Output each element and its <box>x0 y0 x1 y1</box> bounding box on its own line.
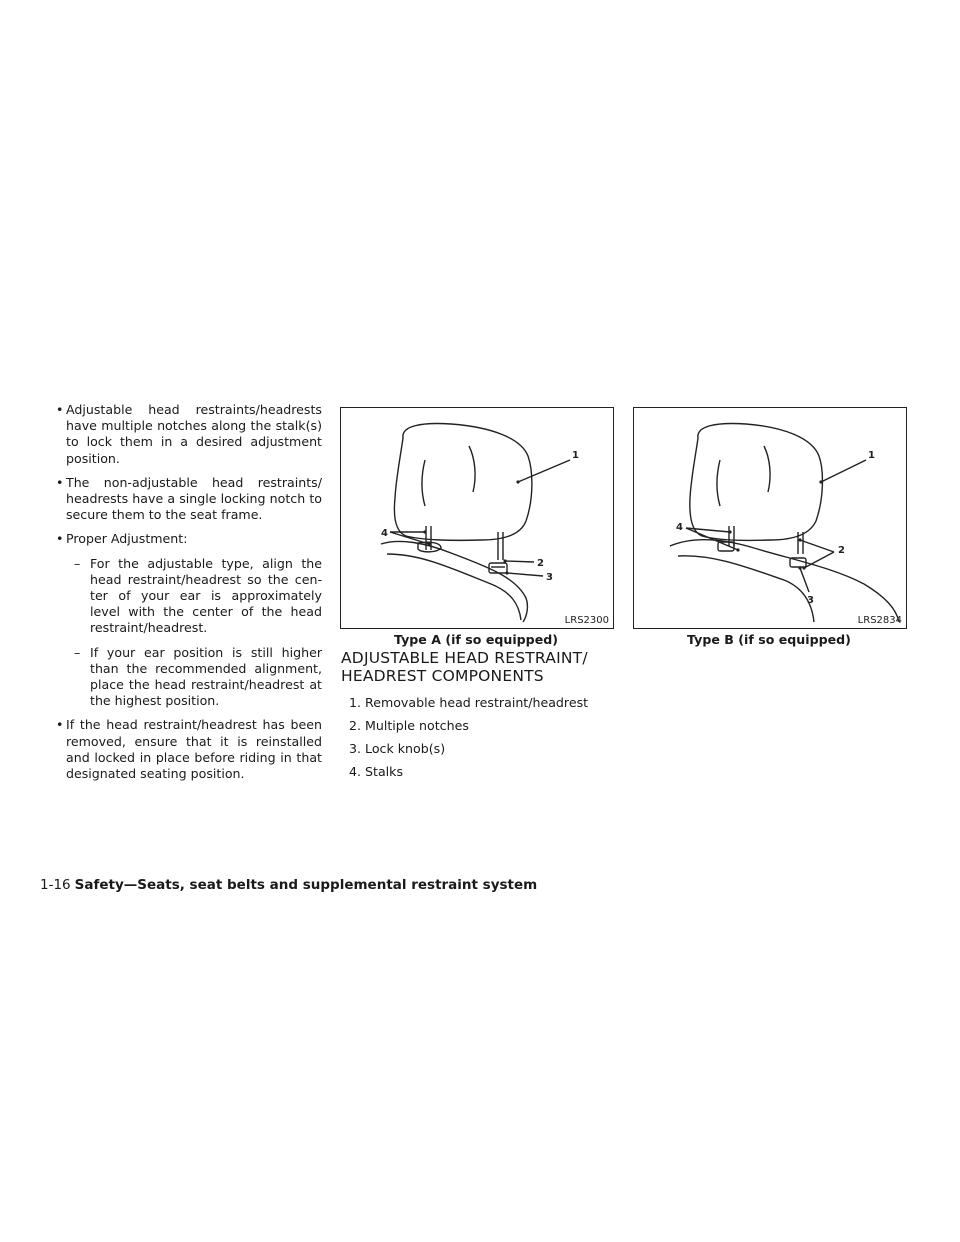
chapter-title: Safety—Seats, seat belts and supplemental restraint system <box>74 877 538 893</box>
left-text-column <box>50 402 322 790</box>
headrest-illustration-a <box>341 408 613 628</box>
sub-bullet-align: – For the adjustable type, align the head restraint/headrest so the cen- ter of your ear is approximately level with the center of the head restraint/headrest. <box>50 556 322 637</box>
figure-code: LRS2300 <box>564 615 609 626</box>
callout-2: 2 <box>838 545 845 556</box>
list-item: 2. Multiple notches <box>349 718 469 733</box>
callout-3: 3 <box>546 572 553 583</box>
section-heading <box>341 649 621 685</box>
bullet-non-adjustable: • The non-adjustable head restraints/ headrests have a single locking notch to secure them to the seat frame. <box>50 475 322 524</box>
bullet-reinstall: • If the head restraint/headrest has been removed, ensure that it is reinstalled and locked in place before riding in that designated seating position. <box>50 717 322 782</box>
figure-type-a <box>340 407 614 629</box>
section-heading-line1: ADJUSTABLE HEAD RESTRAINT/ <box>341 649 588 667</box>
callout-1: 1 <box>868 450 875 461</box>
headrest-illustration-b <box>634 408 906 628</box>
callout-4: 4 <box>676 522 683 533</box>
callout-3: 3 <box>807 595 814 606</box>
section-heading-line2: HEADREST COMPONENTS <box>341 667 544 685</box>
bullet-proper-adjustment: • Proper Adjustment: <box>50 531 322 547</box>
figure-caption-b: Type B (if so equipped) <box>687 632 851 647</box>
page-number: 1-16 <box>40 877 71 893</box>
list-item: 3. Lock knob(s) <box>349 741 446 756</box>
figure-type-b <box>633 407 907 629</box>
bullet-adjustable: • Adjustable head restraints/headrests have multiple notches along the stalk(s) to lock them in a desired adjustment position. <box>50 402 322 467</box>
components-list <box>349 691 588 783</box>
figure-caption-a: Type A (if so equipped) <box>393 632 559 647</box>
list-item: 1. Removable head restraint/headrest <box>349 695 589 710</box>
page-footer <box>40 877 537 893</box>
figure-code: LRS2834 <box>857 615 902 626</box>
sub-bullet-list <box>50 556 322 710</box>
callout-2: 2 <box>537 558 544 569</box>
callout-4: 4 <box>381 528 388 539</box>
list-item: 4. Stalks <box>349 764 404 779</box>
sub-bullet-highest: – If your ear position is still higher than the recommended alignment, place the head restraint/headrest at the highest position. <box>50 645 322 710</box>
callout-1: 1 <box>572 450 579 461</box>
